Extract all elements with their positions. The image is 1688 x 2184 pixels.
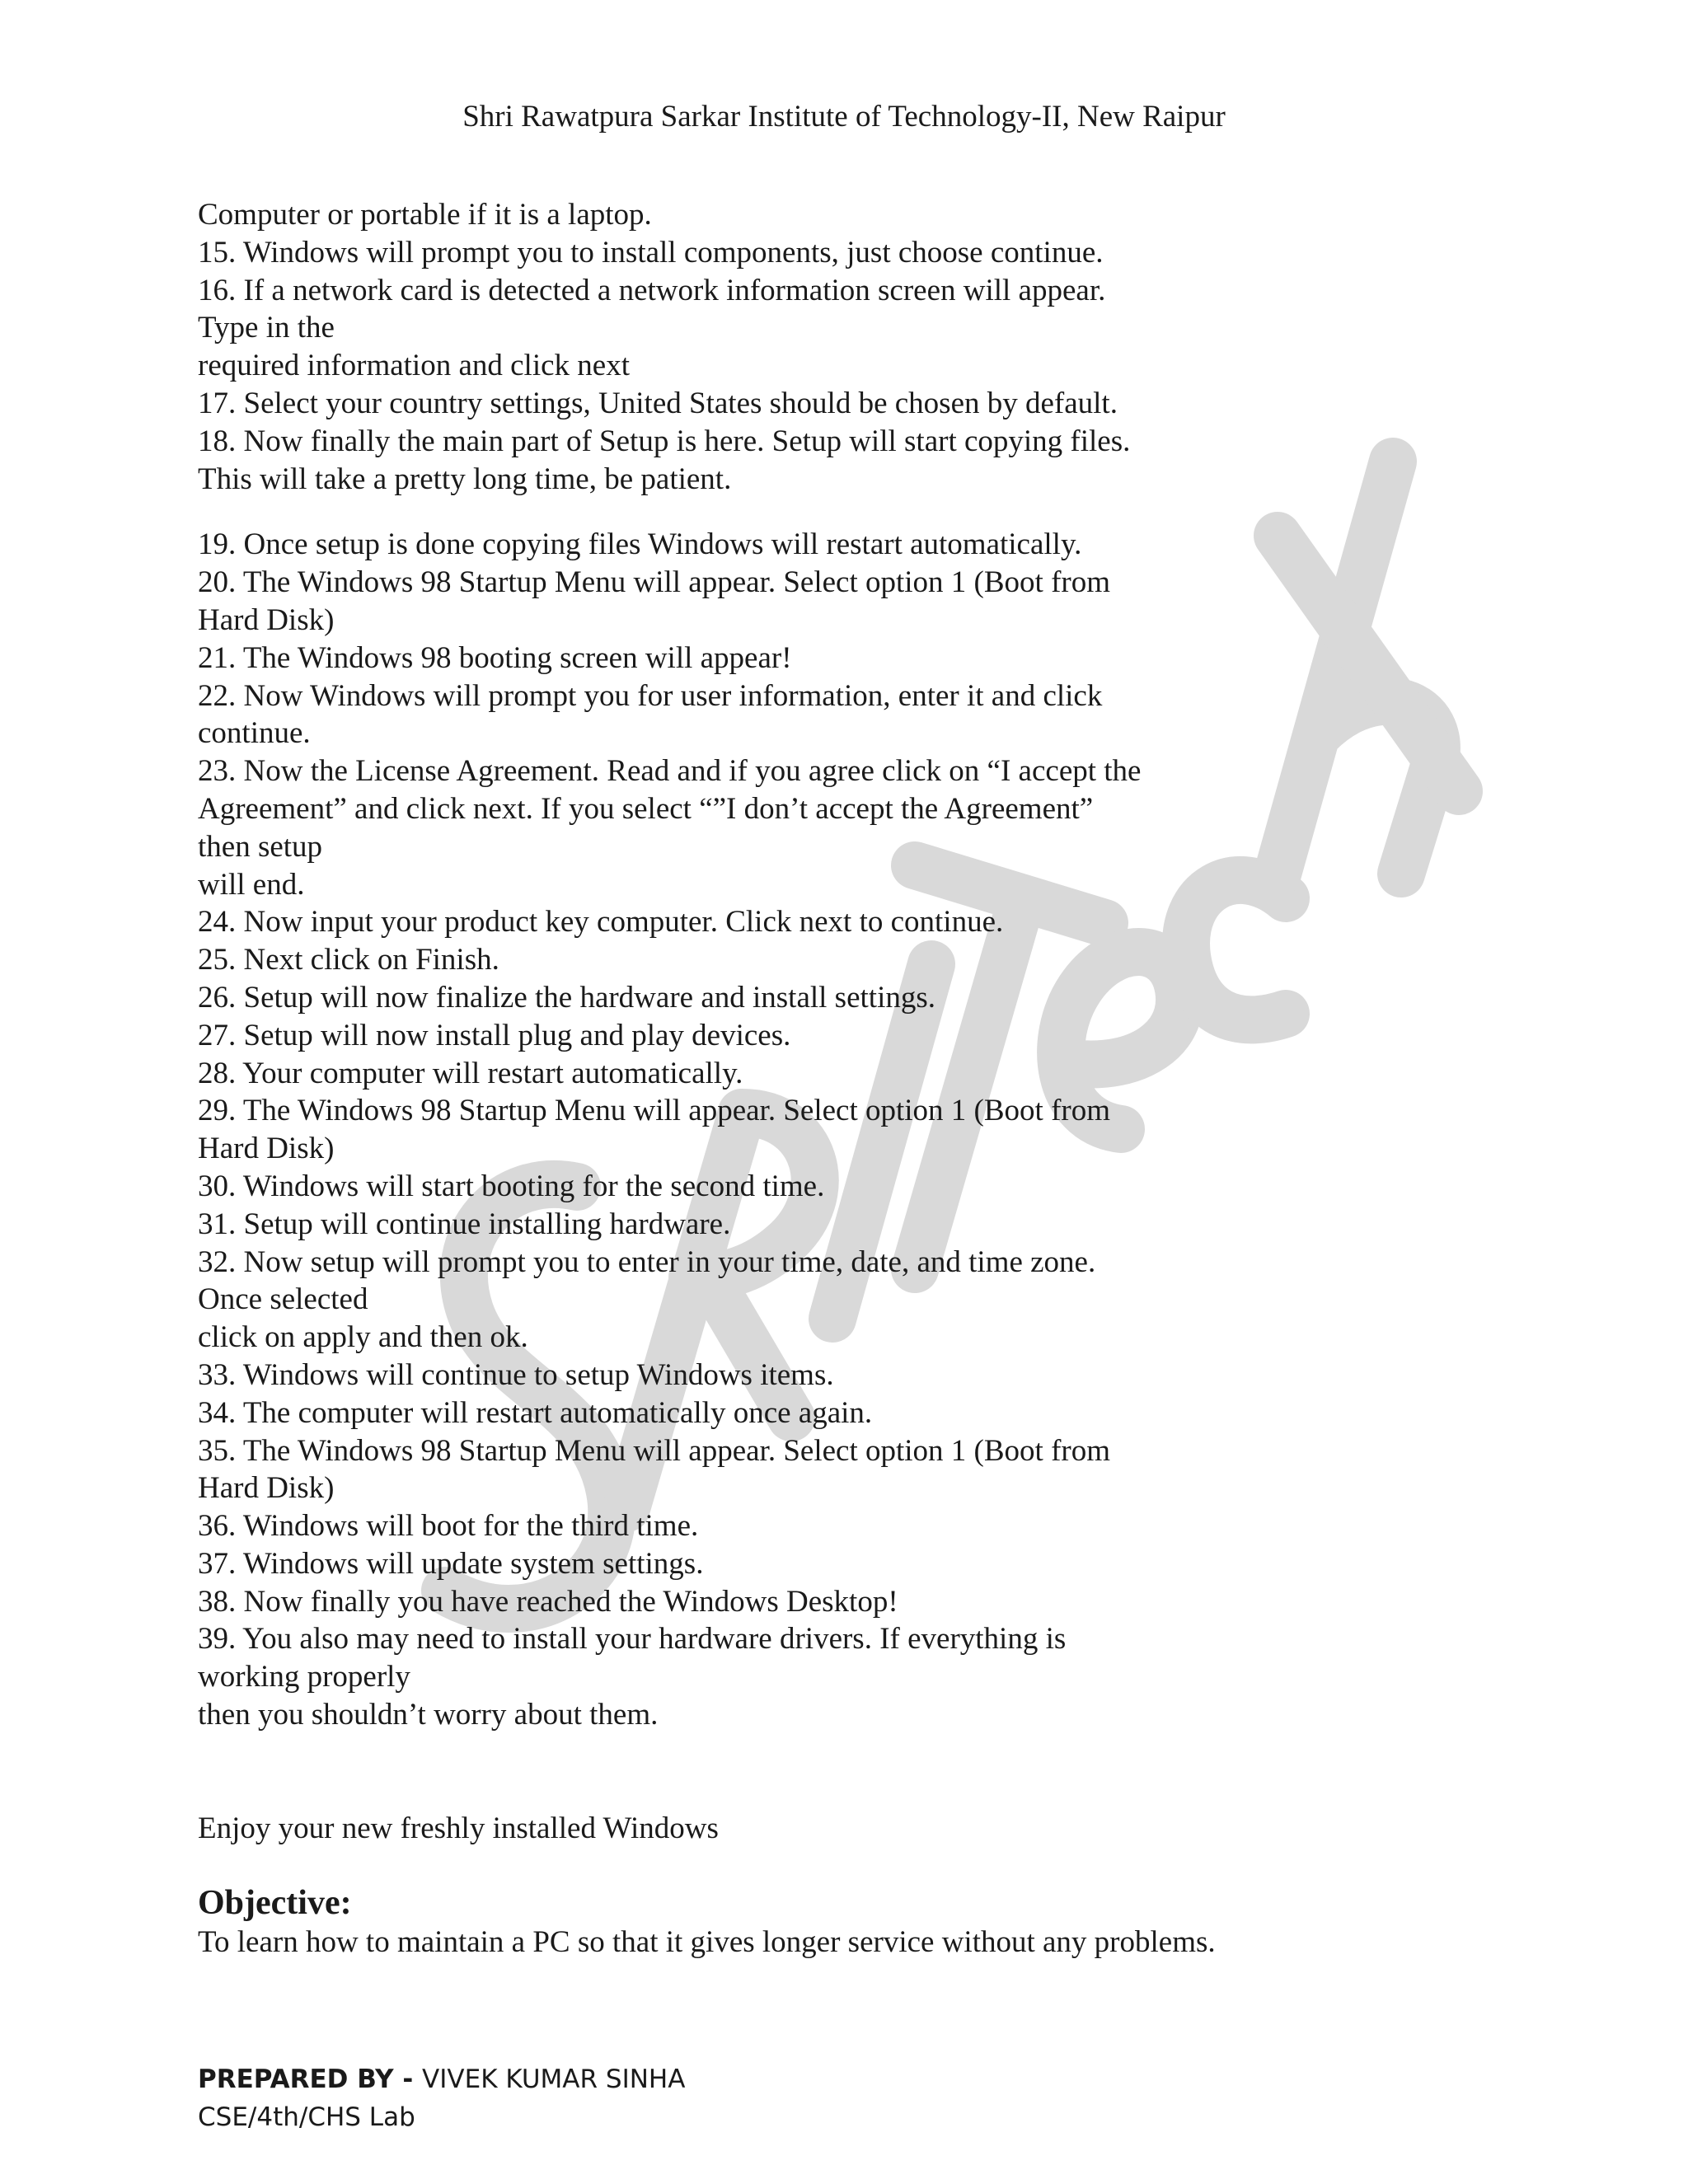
institute-header: Shri Rawatpura Sarkar Institute of Technology-II, New Raipur	[462, 100, 1226, 134]
objective-text: To learn how to maintain a PC so that it gives longer service without any problems.	[198, 1924, 1216, 1959]
instruction-line: 36. Windows will boot for the third time.	[198, 1509, 699, 1544]
instruction-line: 17. Select your country settings, United States should be chosen by default.	[198, 386, 1118, 420]
instruction-line: Hard Disk)	[198, 1132, 335, 1166]
closing-line: Enjoy your new freshly installed Windows	[198, 1811, 719, 1845]
instruction-line: 30. Windows will start booting for the second time.	[198, 1169, 825, 1203]
instruction-line: 27. Setup will now install plug and play devices.	[198, 1018, 791, 1052]
instruction-line: 38. Now finally you have reached the Windows Desktop!	[198, 1584, 898, 1619]
instruction-line: 18. Now finally the main part of Setup is here. Setup will start copying files.	[198, 424, 1131, 458]
instruction-line: 31. Setup will continue installing hardware.	[198, 1207, 731, 1241]
instruction-line: 23. Now the License Agreement. Read and if you agree click on “I accept the	[198, 754, 1142, 789]
instruction-line: 21. The Windows 98 booting screen will appear!	[198, 640, 792, 675]
instruction-line: Agreement” and click next. If you select “”I don’t accept the Agreement”	[198, 791, 1094, 826]
instruction-line: Once selected	[198, 1282, 368, 1317]
course-line: CSE/4th/CHS Lab	[198, 2102, 415, 2132]
instruction-line: 39. You also may need to install your hardware drivers. If everything is	[198, 1622, 1067, 1657]
instruction-line: 35. The Windows 98 Startup Menu will appear. Select option 1 (Boot from	[198, 1433, 1111, 1468]
objective-heading: Objective:	[198, 1883, 352, 1922]
instruction-line: 37. Windows will update system settings.	[198, 1546, 704, 1581]
instruction-line: 25. Next click on Finish.	[198, 943, 499, 977]
instruction-line: 34. The computer will restart automatically once again.	[198, 1395, 873, 1430]
paragraph-gap	[198, 498, 1533, 526]
instruction-line: 32. Now setup will prompt you to enter in your time, date, and time zone.	[198, 1244, 1096, 1279]
instruction-line: 33. Windows will continue to setup Windows items.	[198, 1357, 834, 1392]
paragraph-gap	[198, 1848, 1533, 1882]
instruction-line: Hard Disk)	[198, 602, 335, 637]
instruction-line: click on apply and then ok.	[198, 1320, 528, 1355]
instruction-line: 24. Now input your product key computer. Click next to continue.	[198, 905, 1004, 940]
instructions-body	[198, 196, 1533, 1961]
instruction-line: 20. The Windows 98 Startup Menu will appear. Select option 1 (Boot from	[198, 565, 1111, 600]
prepared-by-name: VIVEK KUMAR SINHA	[422, 2064, 686, 2094]
instruction-line: Computer or portable if it is a laptop.	[198, 198, 652, 232]
instruction-line: 28. Your computer will restart automatically.	[198, 1056, 743, 1090]
instruction-line: Hard Disk)	[198, 1471, 335, 1506]
instruction-line: 22. Now Windows will prompt you for user information, enter it and click	[198, 678, 1103, 713]
paragraph-gap	[198, 1734, 1533, 1810]
prepared-by-label: PREPARED BY -	[198, 2064, 423, 2094]
instruction-line: This will take a pretty long time, be patient.	[198, 462, 732, 496]
prepared-by-line	[198, 2060, 685, 2098]
instruction-line: 16. If a network card is detected a network information screen will appear.	[198, 273, 1106, 307]
instruction-line: working properly	[198, 1660, 410, 1694]
instruction-line: 19. Once setup is done copying files Windows will restart automatically.	[198, 527, 1082, 562]
instruction-line: then you shouldn’t worry about them.	[198, 1698, 659, 1732]
instruction-line: Type in the	[198, 311, 335, 345]
instruction-line: then setup	[198, 829, 323, 864]
instruction-line: required information and click next	[198, 349, 630, 383]
instruction-line: will end.	[198, 867, 305, 902]
instruction-line: 26. Setup will now finalize the hardware and install settings.	[198, 980, 935, 1015]
instruction-line: 15. Windows will prompt you to install components, just choose continue.	[198, 235, 1104, 269]
instruction-line: continue.	[198, 716, 311, 751]
prepared-by-footer	[198, 2060, 685, 2136]
instruction-line: 29. The Windows 98 Startup Menu will appear. Select option 1 (Boot from	[198, 1094, 1111, 1128]
